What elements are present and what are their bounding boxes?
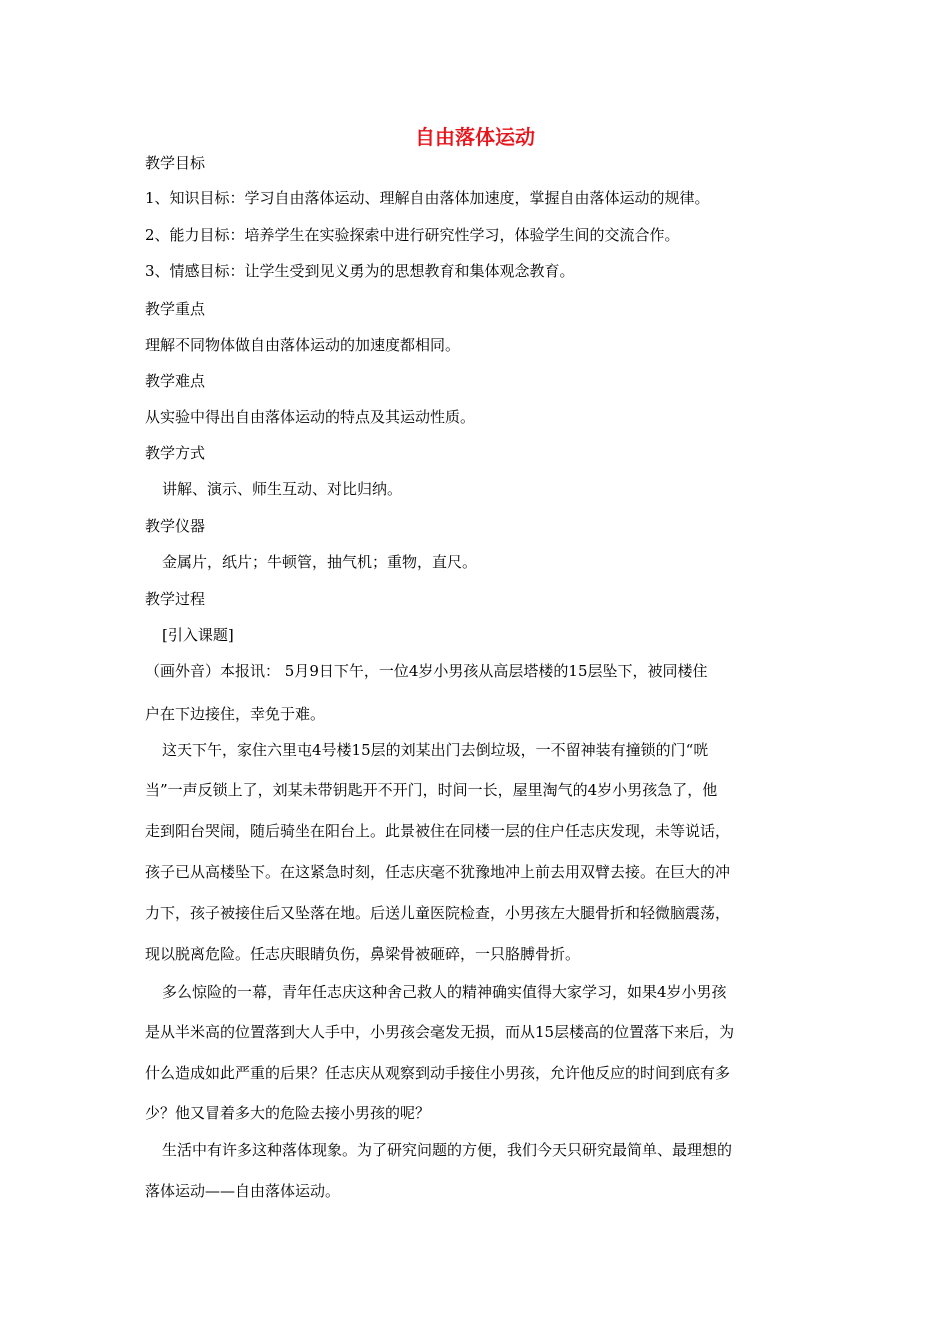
difficult-point-heading: 教学难点: [145, 372, 206, 390]
news-paragraph-line: 户在下边接住，幸免于难。: [145, 705, 326, 723]
news-paragraph-line: （画外音）本报讯： 5月9日下午，一位4岁小男孩从高层塔楼的15层坠下，被同楼住: [145, 662, 708, 680]
question-paragraph-line: 什么造成如此严重的后果？任志庆从观察到动手接住小男孩，允许他反应的时间到底有多: [145, 1064, 731, 1082]
story-paragraph-line: 现以脱离危险。任志庆眼睛负伤，鼻梁骨被砸碎，一只胳膊骨折。: [145, 945, 581, 963]
question-paragraph-line: 是从半米高的位置落到大人手中，小男孩会毫发无损，而从15层楼高的位置落下来后，为: [145, 1023, 735, 1041]
document-title: 自由落体运动: [415, 125, 535, 149]
teaching-method-heading: 教学方式: [145, 444, 206, 462]
objectives-heading: 教学目标: [145, 154, 206, 172]
equipment-heading: 教学仪器: [145, 517, 206, 535]
question-paragraph-line: 多么惊险的一幕，青年任志庆这种舍己救人的精神确实值得大家学习，如果4岁小男孩: [162, 983, 727, 1001]
objective-emotion: 3、情感目标：让学生受到见义勇为的思想教育和集体观念教育。: [145, 262, 575, 280]
story-paragraph-line: 孩子已从高楼坠下。在这紧急时刻，任志庆毫不犹豫地冲上前去用双臂去接。在巨大的冲: [145, 863, 731, 881]
key-point-text: 理解不同物体做自由落体运动的加速度都相同。: [145, 336, 461, 354]
summary-paragraph-line: 落体运动——自由落体运动。: [145, 1182, 341, 1200]
question-paragraph-line: 少？他又冒着多大的危险去接小男孩的呢？: [145, 1104, 431, 1122]
teaching-process-heading: 教学过程: [145, 590, 206, 608]
summary-paragraph-line: 生活中有许多这种落体现象。为了研究问题的方便，我们今天只研究最简单、最理想的: [162, 1141, 733, 1159]
story-paragraph-line: 当”一声反锁上了，刘某未带钥匙开不开门，时间一长，屋里淘气的4岁小男孩急了，他: [145, 781, 718, 799]
intro-label: [引入课题]: [162, 626, 234, 644]
equipment-text: 金属片，纸片；牛顿管，抽气机；重物，直尺。: [162, 553, 478, 571]
difficult-point-text: 从实验中得出自由落体运动的特点及其运动性质。: [145, 408, 476, 426]
story-paragraph-line: 力下，孩子被接住后又坠落在地。后送儿童医院检查，小男孩左大腿骨折和轻微脑震荡，: [145, 904, 731, 922]
objective-ability: 2、能力目标：培养学生在实验探索中进行研究性学习，体验学生间的交流合作。: [145, 226, 680, 244]
teaching-method-text: 讲解、演示、师生互动、对比归纳。: [162, 480, 403, 498]
story-paragraph-line: 走到阳台哭闹，随后骑坐在阳台上。此景被住在同楼一层的住户任志庆发现，未等说话，: [145, 822, 731, 840]
story-paragraph-line: 这天下午，家住六里屯4号楼15层的刘某出门去倒垃圾，一不留神装有撞锁的门“咣: [162, 741, 709, 759]
objective-knowledge: 1、知识目标：学习自由落体运动、理解自由落体加速度，掌握自由落体运动的规律。: [145, 189, 710, 207]
key-point-heading: 教学重点: [145, 300, 206, 318]
